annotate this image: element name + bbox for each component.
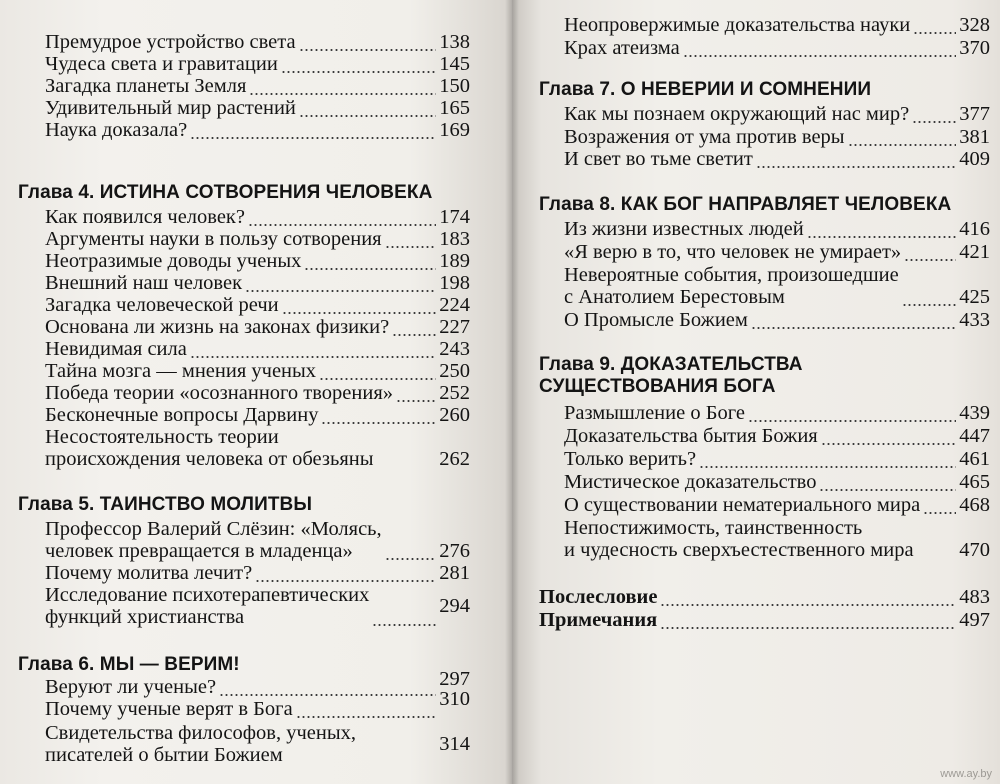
dot-leader: [660, 609, 956, 631]
page-number: 294: [439, 595, 470, 617]
toc-entry: Исследование психотерапевтических функций христианства 294: [45, 584, 470, 628]
dot-leader: [751, 309, 956, 331]
afterword-entry: Послесловие 483: [539, 586, 990, 608]
toc-entry: Только верить? 461: [564, 448, 990, 470]
toc-entry: Почему молитва лечит? 281: [45, 562, 470, 584]
toc-entry: Непостижимость, таинственность и чудесность сверхъестественного мира 470: [564, 517, 990, 561]
chapter-title: Глава 7. О НЕВЕРИИ И СОМНЕНИИ: [539, 79, 872, 100]
dot-leader: [748, 402, 956, 424]
dot-leader: [392, 316, 436, 338]
toc-entry: Несостоятельность теории происхождения человека от обезьяны 262: [45, 426, 470, 470]
toc-entry: Почему ученые верят в Бога 310: [45, 688, 470, 720]
page-number: 169: [439, 119, 470, 141]
toc-entry: Наука доказала? 169: [45, 119, 470, 141]
dot-leader: [190, 119, 436, 141]
toc-entry: Мистическое доказательство 465: [564, 471, 990, 493]
page-number: 310: [439, 688, 470, 710]
dot-leader: [248, 206, 436, 228]
toc-entry: Невероятные события, произошедшие с Анатолием Берестовым 425: [564, 264, 990, 308]
dot-leader: [249, 75, 436, 97]
dot-leader: [190, 338, 436, 360]
page-number: 377: [959, 103, 990, 125]
dot-leader: [281, 53, 436, 75]
dot-leader: [219, 676, 436, 698]
toc-entry: Основана ли жизнь на законах физики? 227: [45, 316, 470, 338]
toc-entry: Свидетельства философов, ученых, писателей о бытии Божием 314: [45, 722, 470, 766]
page-number: 165: [439, 97, 470, 119]
dot-leader: [904, 241, 956, 263]
dot-leader: [821, 425, 957, 447]
page-number: 189: [439, 250, 470, 272]
toc-entry: Невидимая сила 243: [45, 338, 470, 360]
toc-entry: Веруют ли ученые? 297: [45, 668, 470, 698]
page-number: 227: [439, 316, 470, 338]
toc-entry: Неотразимые доводы ученых 189: [45, 250, 470, 272]
page-number: 243: [439, 338, 470, 360]
page-number: 447: [959, 425, 990, 447]
toc-entry: Неопровержимые доказательства науки 328: [564, 14, 990, 36]
toc-entry: Тайна мозга — мнения ученых 250: [45, 360, 470, 382]
book-gutter: [505, 0, 519, 784]
page-number: 416: [959, 218, 990, 240]
toc-entry: Победа теории «осознанного творения» 252: [45, 382, 470, 404]
toc-entry: Чудеса света и гравитации 145: [45, 53, 470, 75]
page-number: 250: [439, 360, 470, 382]
page-number: 314: [439, 733, 470, 755]
dot-leader: [913, 14, 956, 36]
chapter-title: Глава 8. КАК БОГ НАПРАВЛЯЕТ ЧЕЛОВЕКА: [539, 194, 952, 215]
toc-entry: Премудрое устройство света 138: [45, 31, 470, 53]
dot-leader: [923, 494, 956, 516]
toc-entry: Бесконечные вопросы Дарвину 260: [45, 404, 470, 426]
page-number: 465: [959, 471, 990, 493]
page-number: 439: [959, 402, 990, 424]
watermark: www.ay.by: [940, 768, 992, 780]
dot-leader: [756, 148, 956, 170]
page-number: 276: [439, 540, 470, 562]
dot-leader: [683, 37, 957, 59]
page-number: 381: [959, 126, 990, 148]
page-number: 461: [959, 448, 990, 470]
page-number: 252: [439, 382, 470, 404]
toc-entry: Аргументы науки в пользу сотворения 183: [45, 228, 470, 250]
chapter-title: Глава 9. ДОКАЗАТЕЛЬСТВА СУЩЕСТВОВАНИЯ БОГА: [539, 354, 803, 397]
page-number: 174: [439, 206, 470, 228]
chapter-title: Глава 6. МЫ — ВЕРИМ!: [18, 654, 240, 675]
toc-entry: Размышление о Боге 439: [564, 402, 990, 424]
page-number: 425: [959, 286, 990, 308]
toc-entry: О существовании нематериального мира 468: [564, 494, 990, 516]
toc-entry: Профессор Валерий Слёзин: «Молясь, человек превращается в младенца» 276: [45, 518, 470, 562]
page-number: 433: [959, 309, 990, 331]
page-number: 370: [959, 37, 990, 59]
dot-leader: [245, 272, 436, 294]
toc-entry: Удивительный мир растений 165: [45, 97, 470, 119]
dot-leader: [385, 540, 437, 562]
page-number: 470: [959, 539, 990, 561]
dot-leader: [660, 586, 956, 608]
dot-leader: [299, 97, 436, 119]
page-number: 224: [439, 294, 470, 316]
page-number: 183: [439, 228, 470, 250]
dot-leader: [902, 286, 956, 308]
page-number: 468: [959, 494, 990, 516]
dot-leader: [319, 360, 436, 382]
notes-entry: Примечания 497: [539, 609, 990, 631]
dot-leader: [396, 382, 436, 404]
toc-entry: Как появился человек? 174: [45, 206, 470, 228]
toc-entry: Загадка планеты Земля 150: [45, 75, 470, 97]
page-number: 260: [439, 404, 470, 426]
page-number: 328: [959, 14, 990, 36]
right-page: [512, 0, 1000, 784]
toc-entry: И свет во тьме светит 409: [564, 148, 990, 170]
toc-entry: Загадка человеческой речи 224: [45, 294, 470, 316]
page-number: 150: [439, 75, 470, 97]
page-number: 421: [959, 241, 990, 263]
dot-leader: [912, 103, 956, 125]
dot-leader: [807, 218, 957, 240]
page-number: 281: [439, 562, 470, 584]
toc-entry: Крах атеизма 370: [564, 37, 990, 59]
toc-entry: Возражения от ума против веры 381: [564, 126, 990, 148]
dot-leader: [372, 606, 436, 628]
chapter-title: Глава 5. ТАИНСТВО МОЛИТВЫ: [18, 494, 313, 515]
dot-leader: [282, 294, 437, 316]
page-number: 262: [439, 448, 470, 470]
dot-leader: [299, 31, 437, 53]
chapter-title: Глава 4. ИСТИНА СОТВОРЕНИЯ ЧЕЛОВЕКА: [18, 182, 433, 203]
dot-leader: [321, 404, 436, 426]
page-number: 497: [959, 609, 990, 631]
dot-leader: [385, 228, 437, 250]
toc-entry: Как мы познаем окружающий нас мир? 377: [564, 103, 990, 125]
dot-leader: [304, 250, 436, 272]
toc-entry: О Промысле Божием 433: [564, 309, 990, 331]
page-number: 297: [439, 668, 470, 690]
dot-leader: [255, 562, 436, 584]
page-number: 138: [439, 31, 470, 53]
page-number: 483: [959, 586, 990, 608]
dot-leader: [296, 698, 437, 720]
page-number: 145: [439, 53, 470, 75]
dot-leader: [848, 126, 957, 148]
toc-entry: Доказательства бытия Божия 447: [564, 425, 990, 447]
toc-entry: «Я верю в то, что человек не умирает» 421: [564, 241, 990, 263]
toc-entry: Из жизни известных людей 416: [564, 218, 990, 240]
toc-entry: Внешний наш человек 198: [45, 272, 470, 294]
dot-leader: [699, 448, 956, 470]
page-number: 198: [439, 272, 470, 294]
dot-leader: [819, 471, 956, 493]
page-number: 409: [959, 148, 990, 170]
